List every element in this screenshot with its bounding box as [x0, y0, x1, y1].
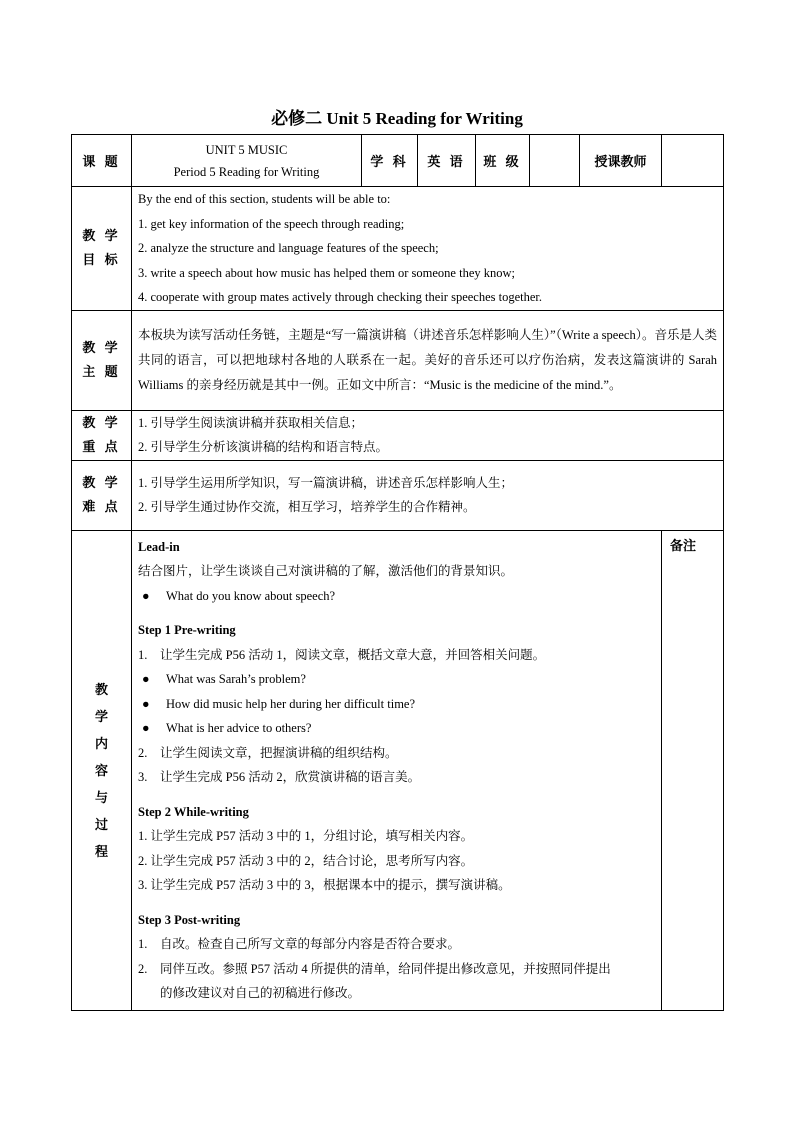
list-number: 1.: [138, 647, 148, 662]
process-label-char: 学: [94, 708, 108, 724]
list-item-text: 自改。检查自己所写文章的每部分内容是否符合要求。: [160, 937, 461, 951]
objectives-content: [132, 187, 724, 311]
list-item-text: What was Sarah’s problem?: [166, 672, 306, 686]
key-points-content: [132, 410, 724, 460]
objective-line: 3. write a speech about how music has helped them or someone they know;: [138, 265, 515, 280]
list-item: [138, 932, 655, 957]
list-number: 3.: [138, 770, 148, 784]
teacher-value: [662, 135, 724, 187]
notes-column: 备注: [662, 530, 724, 1010]
key-point-line: 1. 引导学生阅读演讲稿并获取相关信息；: [138, 415, 364, 430]
list-item-text: How did music help her during her difficult time?: [166, 696, 416, 711]
list-item: 1. 让学生完成 P57 活动 3 中的 1，分组讨论，填写相关内容。: [138, 829, 474, 843]
course-period: Period 5 Reading for Writing: [173, 164, 320, 179]
objective-line: 1. get key information of the speech through reading;: [138, 216, 405, 231]
process-label: [72, 530, 132, 1010]
process-label-char: 与: [94, 789, 108, 805]
difficulty-line: 1. 引导学生运用所学知识，写一篇演讲稿，讲述音乐怎样影响人生；: [138, 475, 514, 490]
list-item: [138, 765, 655, 790]
step2-title: Step 2 While-writing: [138, 804, 249, 819]
list-item: [138, 741, 655, 766]
course-label: 课 题: [72, 135, 132, 187]
bullet-icon: ●: [142, 672, 150, 686]
leadin-title: Lead-in: [138, 539, 180, 554]
process-label-char: 内: [94, 735, 108, 751]
key-points-label-line: 重 点: [82, 439, 121, 454]
objective-line: By the end of this section, students will be able to:: [138, 192, 391, 206]
key-point-line: 2. 引导学生分析该演讲稿的结构和语言特点。: [138, 440, 389, 454]
difficulties-label-line: 难 点: [82, 499, 121, 514]
difficulties-row: [72, 460, 724, 530]
key-points-row: [72, 410, 724, 460]
difficulties-content: [132, 460, 724, 530]
subject-label: 学 科: [362, 135, 418, 187]
objectives-label-line: 教 学: [82, 228, 121, 244]
list-item: [138, 692, 655, 717]
theme-content: 本板块为读写活动任务链，主题是“写一篇演讲稿（讲述音乐怎样影响人生）”（Write a speech）。音乐是人类共同的语言，可以把地球村各地的人联系在一起。美好的音乐还可以疗伤治病，发表这篇演讲的 Sarah Williams 的亲身经历就是其中一例。正如文中所言：“Music is the medicine of the mind.”。: [132, 310, 724, 410]
theme-label-line: 教 学: [82, 340, 121, 355]
objectives-label: [72, 187, 132, 311]
list-number: 1.: [138, 937, 148, 951]
objectives-row: [72, 187, 724, 311]
process-label-char: 程: [94, 843, 108, 859]
list-item-text: 同伴互改。参照 P57 活动 4 所提供的清单，给同伴提出修改意见，并按照同伴提出: [160, 961, 611, 976]
bullet-icon: ●: [142, 588, 150, 603]
course-unit: UNIT 5 MUSIC: [205, 142, 288, 157]
list-item-text: 让学生完成 P56 活动 2，欣赏演讲稿的语言美。: [160, 770, 421, 784]
list-item: [138, 643, 655, 668]
list-item: 2. 让学生完成 P57 活动 3 中的 2，结合讨论，思考所写内容。: [138, 853, 474, 868]
bullet-icon: ●: [142, 696, 150, 711]
list-item: 3. 让学生完成 P57 活动 3 中的 3，根据课本中的提示，撰写演讲稿。: [138, 878, 511, 892]
list-item: [138, 584, 655, 609]
list-item-text: What is her advice to others?: [166, 721, 312, 735]
process-row: [72, 530, 724, 1010]
bullet-icon: ●: [142, 721, 150, 735]
class-value: [530, 135, 580, 187]
process-label-char: 容: [94, 762, 108, 778]
list-item: [138, 667, 655, 692]
header-row: [72, 135, 724, 187]
subject-value: 英 语: [418, 135, 476, 187]
process-label-char: 教: [94, 681, 108, 697]
list-item-text: What do you know about speech?: [166, 588, 336, 603]
teacher-label: 授课教师: [580, 135, 662, 187]
step1-title: Step 1 Pre-writing: [138, 623, 236, 637]
theme-label: [72, 310, 132, 410]
list-number: 2.: [138, 745, 148, 760]
list-number: 2.: [138, 961, 148, 976]
key-points-label-line: 教 学: [82, 415, 121, 430]
objective-line: 2. analyze the structure and language features of the speech;: [138, 241, 439, 255]
objectives-label-line: 目 标: [82, 252, 121, 268]
process-label-char: 过: [94, 816, 108, 832]
list-item: [138, 716, 655, 741]
list-item: [138, 957, 655, 982]
key-points-label: [72, 410, 132, 460]
process-content: [132, 530, 662, 1010]
leadin-text: 结合图片，让学生谈谈自己对演讲稿的了解，激活他们的背景知识。: [138, 564, 514, 578]
lesson-plan-table: [71, 134, 724, 1011]
course-cell: [132, 135, 362, 187]
step3-title: Step 3 Post-writing: [138, 912, 241, 927]
list-item-text: 让学生完成 P56 活动 1，阅读文章，概括文章大意，并回答相关问题。: [160, 647, 546, 662]
difficulties-label-line: 教 学: [82, 475, 121, 490]
list-item-text: 让学生阅读文章，把握演讲稿的组织结构。: [160, 745, 398, 760]
page-title: 必修二 Unit 5 Reading for Writing: [271, 109, 523, 128]
difficulties-label: [72, 460, 132, 530]
theme-label-line: 主 题: [82, 364, 121, 379]
theme-row: [72, 310, 724, 410]
difficulty-line: 2. 引导学生通过协作交流，相互学习，培养学生的合作精神。: [138, 500, 476, 514]
class-label: 班 级: [476, 135, 530, 187]
list-item-continuation: 的修改建议对自己的初稿进行修改。: [160, 986, 361, 1000]
objective-line: 4. cooperate with group mates actively through checking their speeches together.: [138, 290, 543, 304]
